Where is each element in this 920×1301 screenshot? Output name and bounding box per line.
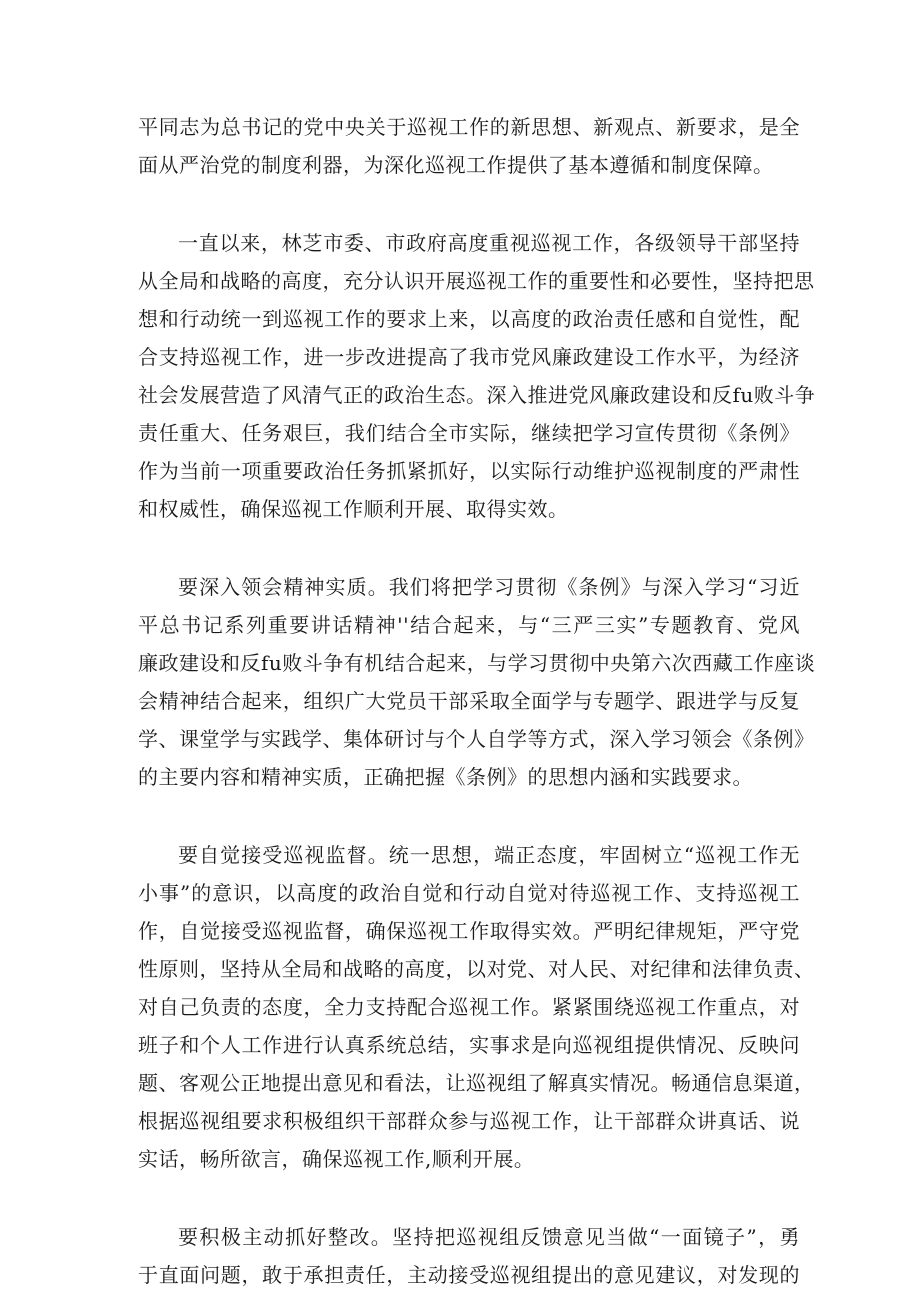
paragraph-line: 学、课堂学与实践学、集体研讨与个人自学等方式，深入学习领会《条例》: [138, 727, 815, 751]
paragraph-line: 要积极主动抓好整改。坚持把巡视组反馈意见当做“一面镜子”，勇: [178, 1225, 800, 1249]
paragraph-line: 想和行动统一到巡视工作的要求上来，以高度的政治责任感和自觉性，配: [138, 307, 800, 331]
paragraph-line: 社会发展营造了风清气正的政治生态。深入推进党风廉政建设和反fu败斗争: [138, 383, 816, 407]
paragraph-line: 合支持巡视工作，进一步改进提高了我市党风廉政建设工作水平，为经济: [138, 345, 800, 369]
paragraph-line: 题、客观公正地提出意见和看法，让巡视组了解真实情况。畅通信息渠道，: [138, 1071, 815, 1095]
paragraph-gap: [138, 184, 800, 224]
paragraph-line: 要自觉接受巡视监督。统一思想，端正态度，牢固树立“巡视工作无: [178, 843, 800, 867]
paragraph-4: [138, 836, 815, 1178]
paragraph-1: [138, 108, 800, 184]
paragraph-line: 要深入领会精神实质。我们将把学习贯彻《条例》与深入学习“习近: [178, 575, 800, 599]
paragraph-line: 一直以来，林芝市委、市政府高度重视巡视工作，各级领导干部坚持: [178, 231, 800, 255]
paragraph-line: 作为当前一项重要政治任务抓紧抓好，以实际行动维护巡视制度的严肃性: [138, 459, 800, 483]
paragraph-line: 班子和个人工作进行认真系统总结，实事求是向巡视组提供情况、反映问: [138, 1033, 800, 1057]
paragraph-line: 平总书记系列重要讲话精神''结合起来，与“三严三实”专题教育、党风: [138, 613, 800, 637]
paragraph-line: 对自己负责的态度，全力支持配合巡视工作。紧紧围绕巡视工作重点，对: [138, 995, 800, 1019]
paragraph-line: 从全局和战略的高度，充分认识开展巡视工作的重要性和必要性，坚持把思: [138, 269, 815, 293]
paragraph-3: [138, 568, 816, 796]
paragraph-line: 根据巡视组要求积极组织干部群众参与巡视工作，让干部群众讲真话、说: [138, 1109, 800, 1133]
paragraph-line: 面从严治党的制度利器，为深化巡视工作提供了基本遵循和制度保障。: [138, 153, 774, 177]
paragraph-2: [138, 224, 816, 528]
paragraph-5: [138, 1218, 800, 1294]
paragraph-line: 性原则，坚持从全局和战略的高度，以对党、对人民、对纪律和法律负责、: [138, 957, 815, 981]
paragraph-line: 于直面问题，敢于承担责任，主动接受巡视组提出的意见建议，对发现的: [138, 1263, 800, 1287]
paragraph-line: 平同志为总书记的党中央关于巡视工作的新思想、新观点、新要求，是全: [138, 115, 800, 139]
paragraph-line: 和权威性，确保巡视工作顺利开展、取得实效。: [138, 497, 569, 521]
paragraph-line: 作，自觉接受巡视监督，确保巡视工作取得实效。严明纪律规矩，严守党: [138, 919, 800, 943]
paragraph-line: 小事”的意识，以高度的政治自觉和行动自觉对待巡视工作、支持巡视工: [138, 881, 800, 905]
document-body: [138, 108, 816, 1294]
paragraph-line: 廉政建设和反fu败斗争有机结合起来，与学习贯彻中央第六次西藏工作座谈: [138, 651, 816, 675]
paragraph-gap: [138, 796, 800, 836]
paragraph-line: 实话，畅所欲言，确保巡视工作,顺利开展。: [138, 1147, 535, 1171]
paragraph-line: 责任重大、任务艰巨，我们结合全市实际，继续把学习宣传贯彻《条例》: [138, 421, 800, 445]
paragraph-line: 会精神结合起来，组织广大党员干部采取全面学与专题学、跟进学与反复: [138, 689, 800, 713]
paragraph-gap: [138, 528, 800, 568]
paragraph-gap: [138, 1178, 800, 1218]
paragraph-line: 的主要内容和精神实质，正确把握《条例》的思想内涵和实践要求。: [138, 765, 753, 789]
